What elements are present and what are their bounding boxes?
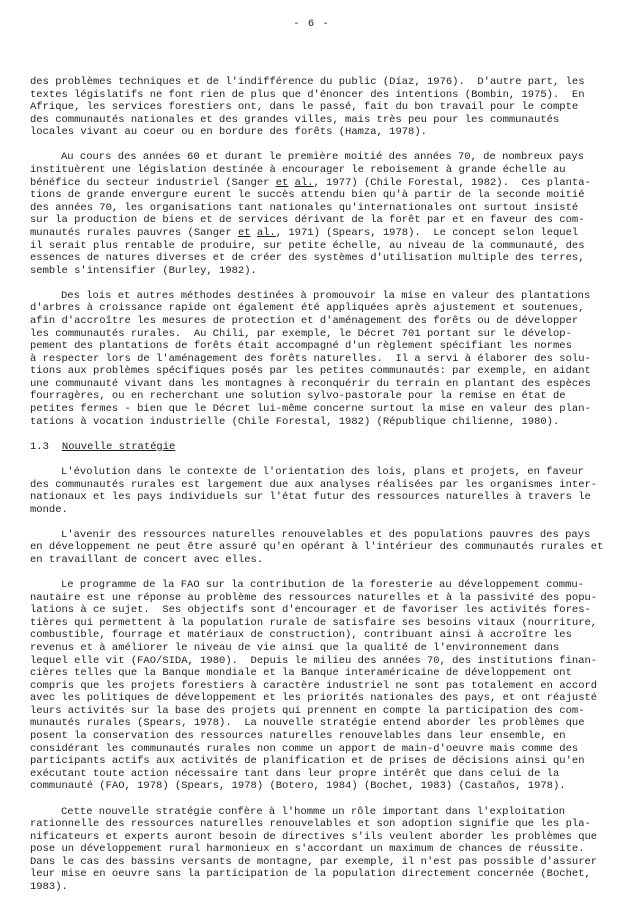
page-number: - 6 - bbox=[293, 18, 330, 30]
text-line: les communautés rurales. Au Chili, par exemple, le Décret 701 portant sur le dévelop- bbox=[30, 327, 572, 340]
section-paragraphs bbox=[30, 466, 620, 894]
text-line: tations à vocation industrielle (Chile Forestal, 1982) (République chilienne, 1980). bbox=[30, 415, 560, 428]
text-line: cières telles que la Banque mondiale et la Banque interaméricaine de développement ont bbox=[30, 667, 572, 680]
paragraph bbox=[30, 529, 620, 567]
text-segment: bénéfice du secteur industriel (Sanger bbox=[30, 176, 276, 189]
underlined-text: al. bbox=[294, 176, 314, 189]
text-line: Des lois et autres méthodes destinées à promouvoir la mise en valeur des plantations bbox=[61, 289, 591, 302]
text-line: lequel elle vit (FAO/SIDA, 1980). Depuis le milieu des années 70, des institutions finan- bbox=[30, 654, 598, 667]
text-line: une communauté vivant dans les montagnes à reconquérir du terrain en plantant des espèces bbox=[30, 377, 591, 390]
text-line: locales vivant au coeur ou en bordure des forêts (Hamza, 1978). bbox=[30, 126, 427, 139]
text-line: leur mise en oeuvre sans la participation de la population directement concernée (Bochet, bbox=[30, 868, 591, 881]
text-line: semble s'intensifier (Burley, 1982). bbox=[30, 264, 257, 277]
text-line: monde. bbox=[30, 503, 68, 516]
text-line bbox=[30, 177, 620, 190]
paragraph bbox=[30, 579, 620, 793]
text-line: nationaux et les pays individuels sur l'état futur des ressources naturelles à travers le bbox=[30, 491, 591, 504]
text-line: Dans le cas des bassins versants de montagne, par exemple, il n'est pas possible d'assurer bbox=[30, 855, 598, 868]
text-line: sur la production de biens et de services dérivant de la forêt par et en faveur des com- bbox=[30, 214, 585, 227]
text-line: pose un développement rural harmonieux en s'accordant un maximum de chances de réussite. bbox=[30, 843, 585, 856]
text-line: avec les politiques de développement et les priorités nationales des pays, et ont réajusté bbox=[30, 692, 598, 705]
text-line: tions aux problèmes spécifiques posés par les petites communautés: par exemple, en aidant bbox=[30, 365, 591, 378]
text-line: instituèrent une législation destinée à encourager le reboisement à grande échelle au bbox=[30, 164, 566, 177]
paragraph bbox=[30, 151, 620, 277]
section-title: Nouvelle stratégie bbox=[61, 440, 176, 453]
text-line: Afrique, les services forestiers ont, dans le passé, fait du bon travail pour le compte bbox=[30, 101, 579, 114]
text-line: revenus et à améliorer le niveau de vie ainsi que la qualité de l'environnement dans bbox=[30, 642, 560, 655]
paragraph bbox=[30, 806, 620, 894]
text-segment: , 1971) (Spears, 1978). Le concept selon lequel bbox=[275, 226, 579, 239]
text-line bbox=[30, 227, 620, 240]
text-line: munautés rurales (Spears, 1978). La nouvelle stratégie entend aborder les problèmes que bbox=[30, 717, 585, 730]
text-line: considérant les communautés rurales non comme un apport de main-d'oeuvre mais comme des bbox=[30, 742, 579, 755]
text-line: participants actifs aux activités de planification et de prises de décisions ainsi qu'en bbox=[30, 755, 585, 768]
text-line: il serait plus rentable de produire, sur petite échelle, au niveau de la communauté, des bbox=[30, 239, 585, 252]
text-line: pement des plantations de forêts était accompagné d'un règlement spécifiant les normes bbox=[30, 340, 572, 353]
text-line: Le programme de la FAO sur la contribution de la foresterie au développement commu- bbox=[61, 579, 584, 592]
text-line: tions de grande envergure eurent le succès attendu bien qu'à partir de la seconde moitié bbox=[30, 189, 585, 202]
text-line: des communautés nationales et des grandes villes, mais très peu pour les communautés bbox=[30, 113, 560, 126]
underlined-text: et bbox=[275, 176, 289, 189]
text-line: des années 70, les organisations tant nationales qu'internationales ont surtout insisté bbox=[30, 201, 579, 214]
intro-paragraphs bbox=[30, 76, 620, 428]
section-heading bbox=[30, 441, 620, 454]
text-line: à respecter lors de l'aménagement des forêts naturelles. Il a servi à élaborer des solu- bbox=[30, 352, 591, 365]
text-line: nificateurs et experts auront besoin de directives s'ils veulent aborder les problèmes que bbox=[30, 830, 598, 843]
text-line: en travaillant de concert avec elles. bbox=[30, 553, 264, 566]
text-line: Au cours des années 60 et durant le première moitié des années 70, de nombreux pays bbox=[61, 151, 584, 164]
paragraph bbox=[30, 290, 620, 428]
text-line: petites fermes - bien que le Décret lui-même concerne surtout la mise en valeur des plan- bbox=[30, 403, 591, 416]
paragraph bbox=[30, 76, 620, 139]
underlined-text: et bbox=[237, 226, 251, 239]
text-line: leurs activités sur la base des projets qui prennent en compte la participation des com- bbox=[30, 704, 585, 717]
text-line: combustible, fourrage et matériaux de construction), contribuant ainsi à accroître les bbox=[30, 629, 572, 642]
text-line: L'avenir des ressources naturelles renouvelables et des populations pauvres des pays bbox=[61, 528, 591, 541]
text-line: tières qui permettent à la population rurale de satisfaire ses besoins vitaux (nourriture, bbox=[30, 616, 598, 629]
text-line: compris que les projets forestiers à caractère industriel ne sont pas totalement en accord bbox=[30, 679, 598, 692]
text-line: rationnelle des ressources naturelles renouvelables et son adoption signifie que les pla- bbox=[30, 818, 591, 831]
text-line: Cette nouvelle stratégie confère à l'homme un rôle important dans l'exploitation bbox=[61, 805, 566, 818]
text-line: fourragères, ou en recherchant une solution sylvo-pastorale pour la remise en état de bbox=[30, 390, 566, 403]
section-number: 1.3 bbox=[30, 440, 49, 453]
text-line: essences de natures diverses et de créer des systèmes d'utilisation multiple des terres, bbox=[30, 252, 585, 265]
text-segment: munautés rurales pauvres (Sanger bbox=[30, 226, 238, 239]
text-line: nautaire est une réponse au problème des ressources naturelles et à la passivité des popu- bbox=[30, 591, 598, 604]
text-line: lations à ce sujet. Ses objectifs sont d'encourager et de favoriser les activités fores- bbox=[30, 604, 591, 617]
text-line: L'évolution dans le contexte de l'orientation des lois, plans et projets, en faveur bbox=[61, 465, 584, 478]
text-segment: , 1977) (Chile Forestal, 1982). Ces planta- bbox=[313, 176, 591, 189]
text-line: 1983). bbox=[30, 881, 68, 893]
text-line: des problèmes techniques et de l'indifférence du public (Díaz, 1976). D'autre part, les bbox=[30, 76, 585, 88]
text-line: des communautés rurales est largement due aux analyses réalisées par les organismes inter- bbox=[30, 478, 598, 491]
text-line: posent la conservation des ressources naturelles renouvelables dans leur ensemble, en bbox=[30, 730, 566, 743]
text-line: en développement ne peut être assuré qu'en opérant à l'intérieur des communautés rurales et bbox=[30, 541, 604, 554]
text-line: textes législatifs ne font rien de plus que d'énoncer des intentions (Bombin, 1975). En bbox=[30, 88, 585, 101]
text-line: afin d'accroître les mesures de protection et d'aménagement des forêts ou de développer bbox=[30, 314, 579, 327]
text-line: exécutant toute action nécessaire tant dans leur propre intérêt que dans celui de la bbox=[30, 767, 560, 780]
underlined-text: al. bbox=[256, 226, 276, 239]
document-body bbox=[30, 76, 620, 906]
text-line: d'arbres à croissance rapide ont également été appliquées après ajustement et soutenues, bbox=[30, 302, 585, 315]
paragraph bbox=[30, 466, 620, 516]
text-line: communauté (FAO, 1978) (Spears, 1978) (Botero, 1984) (Bochet, 1983) (Castaños, 1978). bbox=[30, 780, 566, 793]
